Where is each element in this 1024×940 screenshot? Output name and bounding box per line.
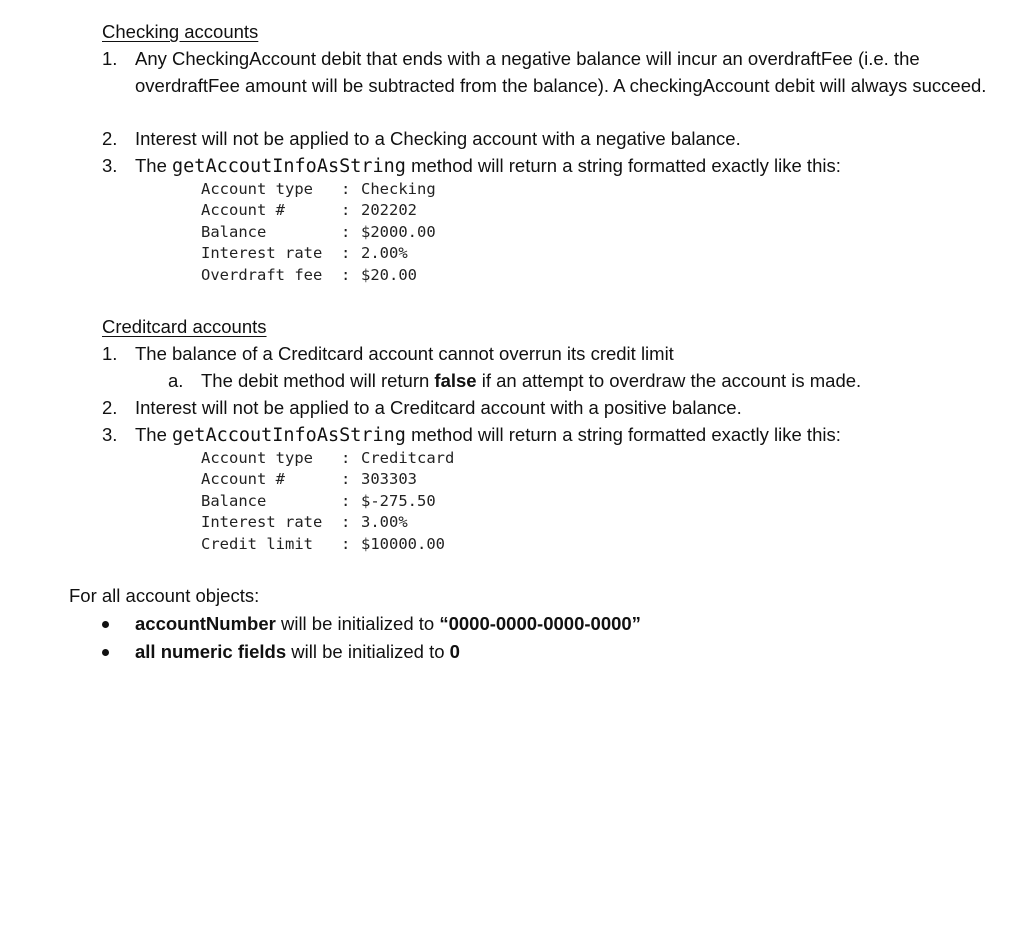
format-value: $2000.00	[361, 222, 436, 241]
checking-item-2	[102, 126, 1002, 153]
creditcard-subitem-a	[168, 368, 968, 395]
format-value: $20.00	[361, 265, 417, 284]
item-number: 1.	[102, 343, 118, 364]
creditcard-item-3	[102, 422, 1002, 450]
bullet-item	[102, 611, 641, 637]
format-separator: :	[341, 449, 351, 467]
bullet-icon	[102, 649, 109, 656]
bullet-item	[102, 639, 460, 665]
format-value: $10000.00	[361, 534, 445, 553]
format-row	[201, 200, 436, 221]
format-key: Balance	[201, 491, 267, 510]
checking-item-1	[102, 46, 1002, 99]
method-name: getAccoutInfoAsString	[172, 425, 406, 446]
format-row	[201, 448, 454, 469]
format-row	[201, 512, 454, 533]
format-key: Account type	[201, 449, 313, 467]
format-row	[201, 243, 436, 264]
bullet-text: all numeric fields will be initialized to 0	[135, 641, 460, 662]
creditcard-item-1	[102, 341, 1002, 368]
format-value: Creditcard	[361, 449, 455, 467]
format-separator: :	[341, 222, 351, 241]
bullet-icon	[102, 621, 109, 628]
item-text: Interest will not be applied to a Checking account with a negative balance.	[135, 128, 741, 149]
format-row	[201, 179, 436, 200]
bold-false: false	[434, 370, 477, 391]
item-number: 3.	[102, 424, 118, 445]
all-accounts-intro: For all account objects:	[69, 585, 260, 606]
item-text: The getAccoutInfoAsString method will return a string formatted exactly like this:	[135, 424, 841, 446]
checking-format-block	[201, 179, 436, 286]
format-separator: :	[341, 491, 351, 510]
format-row	[201, 534, 454, 555]
item-text: The getAccoutInfoAsString method will return a string formatted exactly like this:	[135, 155, 841, 177]
item-text: The debit method will return false if an attempt to overdraw the account is made.	[201, 370, 862, 391]
format-separator: :	[341, 534, 351, 553]
item-text: Any CheckingAccount debit that ends with a negative balance will incur an overdraftFee (i.e. the overdraftFee amount will be subtracted from the balance). A checkingAccount debit will always succeed.	[135, 48, 987, 96]
format-key: Overdraft fee	[201, 265, 323, 284]
format-value: 3.00%	[361, 513, 408, 532]
creditcard-heading: Creditcard accounts	[102, 316, 267, 337]
item-number: 2.	[102, 397, 118, 418]
checking-item-3	[102, 153, 1002, 181]
format-key: Balance	[201, 222, 267, 241]
format-separator: :	[341, 265, 351, 284]
format-value: $-275.50	[361, 491, 436, 510]
format-value: 202202	[361, 201, 417, 220]
format-value: Checking	[361, 180, 436, 198]
item-number: 1.	[102, 48, 118, 69]
format-key: Account #	[201, 201, 285, 220]
item-number: a.	[168, 370, 184, 391]
format-key: Account type	[201, 180, 313, 198]
format-value: 2.00%	[361, 244, 408, 263]
method-name: getAccoutInfoAsString	[172, 156, 406, 177]
format-key: Interest rate	[201, 513, 323, 532]
item-text: The balance of a Creditcard account cannot overrun its credit limit	[135, 343, 674, 364]
creditcard-item-2	[102, 395, 1002, 422]
format-key: Credit limit	[201, 534, 313, 553]
format-value: 303303	[361, 470, 417, 489]
format-key: Interest rate	[201, 244, 323, 263]
format-row	[201, 469, 454, 490]
format-separator: :	[341, 513, 351, 532]
item-text: Interest will not be applied to a Creditcard account with a positive balance.	[135, 397, 742, 418]
format-row	[201, 265, 436, 286]
checking-heading: Checking accounts	[102, 21, 259, 42]
format-row	[201, 491, 454, 512]
format-separator: :	[341, 244, 351, 263]
item-number: 3.	[102, 155, 118, 176]
format-row	[201, 222, 436, 243]
item-number: 2.	[102, 128, 118, 149]
creditcard-format-block	[201, 448, 454, 555]
format-separator: :	[341, 201, 351, 220]
format-separator: :	[341, 180, 351, 198]
format-separator: :	[341, 470, 351, 489]
format-key: Account #	[201, 470, 285, 489]
bullet-text: accountNumber will be initialized to “0000-0000-0000-0000”	[135, 613, 641, 634]
